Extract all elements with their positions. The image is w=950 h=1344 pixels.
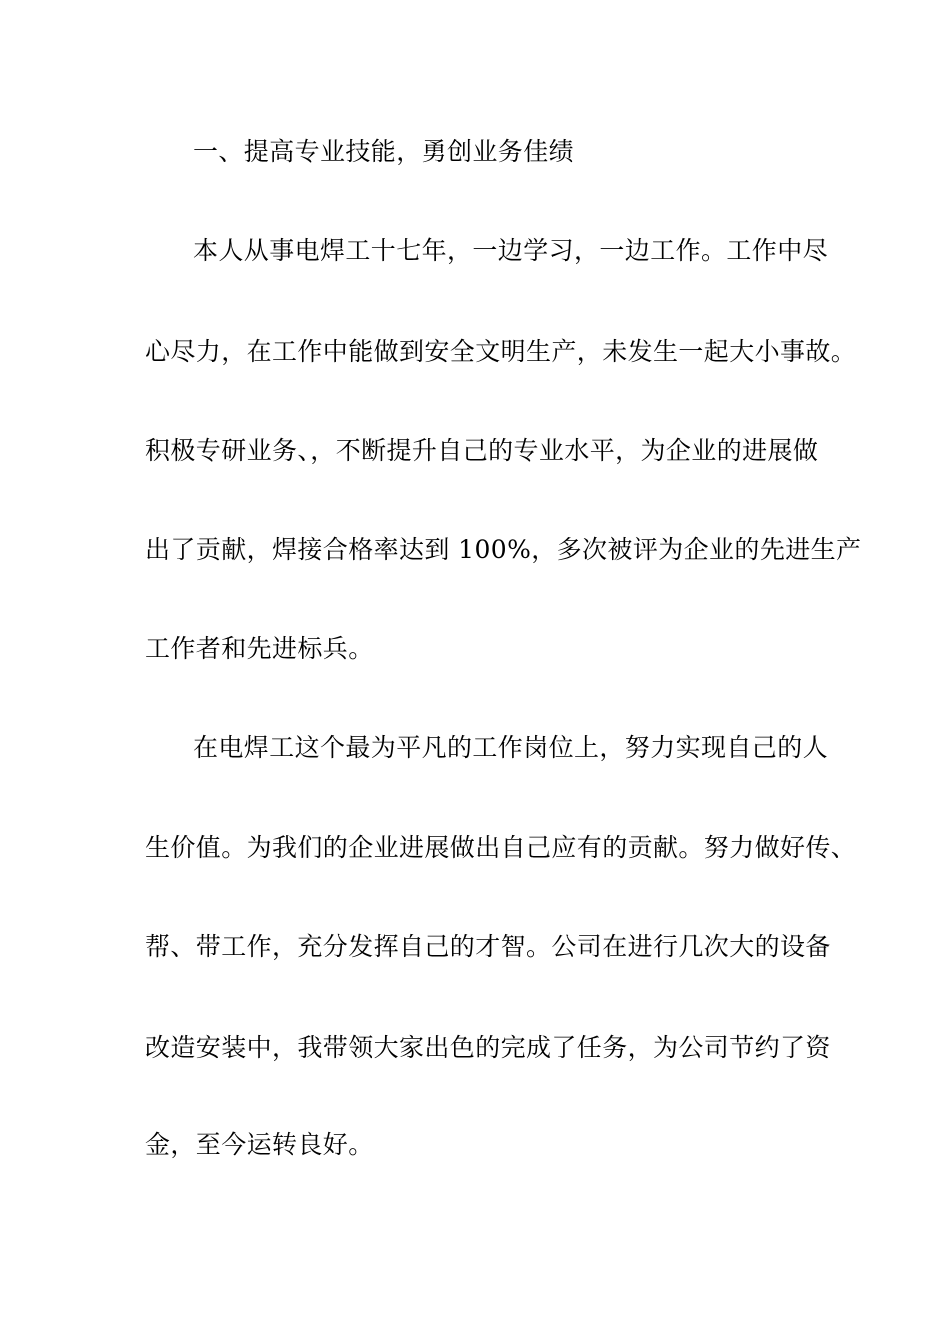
paragraph-line: 工作者和先进标兵。 xyxy=(145,634,374,663)
section-heading: 一、提高专业技能，勇创业务佳绩 xyxy=(193,137,575,166)
paragraph-line: 积极专研业务、，不断提升自己的专业水平，为企业的进展做 xyxy=(145,436,819,465)
paragraph-line: 在电焊工这个最为平凡的工作岗位上，努力实现自己的人 xyxy=(193,733,829,762)
paragraph-line: 生价值。为我们的企业进展做出自己应有的贡献。努力做好传、 xyxy=(145,833,857,862)
paragraph-line: 金，至今运转良好。 xyxy=(145,1130,374,1159)
paragraph-line: 帮、带工作，充分发挥自己的才智。公司在进行几次大的设备 xyxy=(145,932,831,961)
paragraph-line: 本人从事电焊工十七年，一边学习，一边工作。工作中尽 xyxy=(193,236,829,265)
paragraph-line: 改造安装中，我带领大家出色的完成了任务，为公司节约了资 xyxy=(145,1033,831,1062)
paragraph-line: 心尽力，在工作中能做到安全文明生产，未发生一起大小事故。 xyxy=(145,337,857,366)
paragraph-line: 出了贡献，焊接合格率达到 100%，多次被评为企业的先进生产 xyxy=(145,535,862,564)
